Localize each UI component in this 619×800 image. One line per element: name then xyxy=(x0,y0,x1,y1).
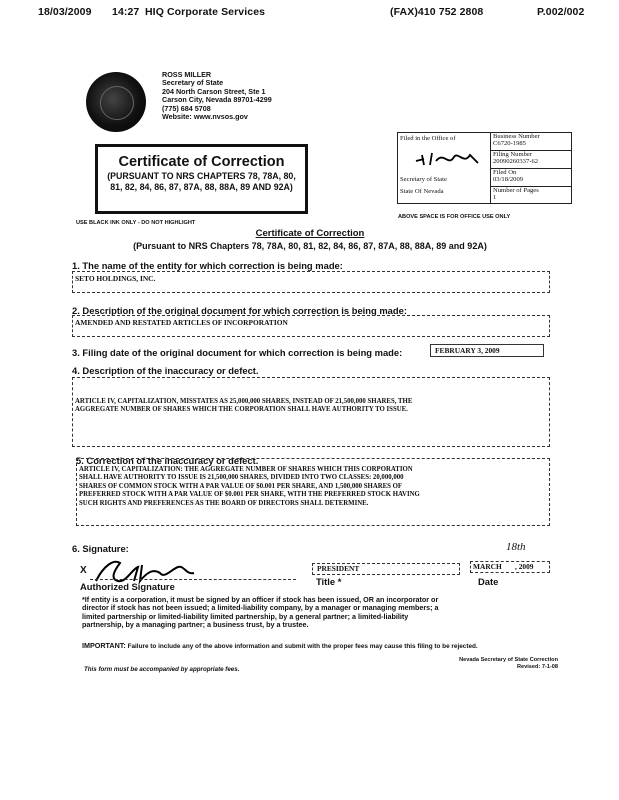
filing-info-box xyxy=(397,132,572,204)
ink-note: USE BLACK INK ONLY - DO NOT HIGHLIGHT xyxy=(76,220,196,226)
q4-answer-line-1: ARTICLE IV, CAPITALIZATION, MISSTATES AS 25,000,000 SHARES, INSTEAD OF 21,500,000 SHARES, THE xyxy=(75,398,413,405)
fax-sender: HIQ Corporate Services xyxy=(145,6,266,18)
signature-x: X xyxy=(80,565,87,576)
form-name: Nevada Secretary of State Correction xyxy=(459,657,558,663)
secretary-address-block xyxy=(162,71,272,121)
q2-field[interactable] xyxy=(72,315,550,337)
fax-time: 14:27 xyxy=(112,6,140,18)
q3-field[interactable] xyxy=(430,344,544,357)
q5-answer-line-4: PREFERRED STOCK WITH A PAR VALUE OF $0.001 PER SHARE, WITH THE PREFERRED STOCK HAVING xyxy=(79,491,420,499)
date-month: MARCH xyxy=(473,562,502,571)
business-number-cell xyxy=(491,133,571,151)
q4-label: 4. Description of the inaccuracy or defect. xyxy=(72,365,259,376)
date-field[interactable] xyxy=(470,561,550,573)
title-value: PRESIDENT xyxy=(317,564,360,573)
business-number-label: Business Number xyxy=(493,133,540,140)
q1-label: 1. The name of the entity for which correction is being made: xyxy=(72,260,343,271)
title-field[interactable] xyxy=(312,563,460,575)
pages-label: Number of Pages xyxy=(493,187,539,194)
signer-note-line-1: *If entity is a corporation, it must be signed by an officer if stock has been issued, OR an incorporator or xyxy=(82,595,439,604)
certificate-title: Certificate of Correction xyxy=(118,154,285,170)
form-revision xyxy=(440,657,558,670)
filing-number-cell xyxy=(491,151,571,169)
certificate-title-box xyxy=(95,144,308,214)
secretary-name: ROSS MILLER xyxy=(162,70,212,79)
secretary-of-state-label: Secretary of State xyxy=(400,176,447,183)
form-subheading: (Pursuant to NRS Chapters 78, 78A, 80, 81, 82, 84, 86, 87, 87A, 88, 88A, 89 and 92A) xyxy=(133,241,487,251)
secretary-phone: (775) 684 5708 xyxy=(162,103,211,113)
signer-instructions xyxy=(82,596,439,630)
filed-on-cell xyxy=(491,169,571,187)
q5-field[interactable] xyxy=(76,458,550,526)
q4-field[interactable] xyxy=(72,377,550,447)
date-label: Date xyxy=(478,576,499,587)
q2-label: 2. Description of the original document for which correction is being made: xyxy=(72,305,407,316)
pages-cell xyxy=(491,187,571,203)
filed-on-label: Filed On xyxy=(493,169,517,176)
important-text: Failure to include any of the above information and submit with the proper fees may cause this filing to be rejected. xyxy=(127,643,478,650)
q1-field[interactable] xyxy=(72,271,550,293)
signature-label: Authorized Signature xyxy=(80,581,175,592)
filing-number-value: 20090260337-62 xyxy=(493,158,539,166)
q5-answer-line-5: SUCH RIGHTS AND PREFERENCES AS THE BOARD OF DIRECTORS SHALL DETERMINE. xyxy=(79,499,369,507)
state-seal-icon xyxy=(86,72,146,132)
fax-date: 18/03/2009 xyxy=(38,6,92,18)
signer-note-line-4: partnership, by a managing partner; a business trust, by a trustee. xyxy=(82,620,309,630)
certificate-subtitle: (PURSUANT TO NRS CHAPTERS 78, 78A, 80, 81, 82, 84, 86, 87, 87A, 88, 88A, 89 AND 92A) xyxy=(107,171,296,192)
q5-answer-line-3: SHARES OF COMMON STOCK WITH A PAR VALUE OF $0.001 PER SHARE, AND 1,500,000 SHARES OF xyxy=(79,482,403,490)
form-revised: Revised: 7-1-08 xyxy=(516,663,558,670)
important-label: IMPORTANT: xyxy=(82,641,126,650)
q3-label: 3. Filing date of the original document for which correction is being made: xyxy=(72,347,403,358)
secretary-street: 204 North Carson Street, Ste 1 xyxy=(162,86,266,96)
q4-answer-line-2: AGGREGATE NUMBER OF SHARES WHICH THE CORPORATION SHALL HAVE AUTHORITY TO ISSUE. xyxy=(75,406,408,414)
secretary-website: Website: www.nvsos.gov xyxy=(162,112,248,122)
secretary-city: Carson City, Nevada 89701-4299 xyxy=(162,95,272,105)
important-note xyxy=(82,642,478,651)
signer-note-line-3: limited partnership or limited-liability limited partnership, by a general partner; a limited-liability xyxy=(82,611,409,621)
q1-answer: SETO HOLDINGS, INC. xyxy=(75,274,156,283)
filing-left-column xyxy=(398,133,491,203)
date-day-handwritten: 18th xyxy=(506,541,526,553)
q5-answer-line-1: ARTICLE IV, CAPITALIZATION: THE AGGREGATE NUMBER OF SHARES WHICH THIS CORPORATION xyxy=(79,466,413,473)
signer-note-line-2: director if stock has not been issued; a limited-liability company, by a manager or managing members; a xyxy=(82,603,439,613)
state-label: State Of Nevada xyxy=(400,188,444,195)
q2-answer: AMENDED AND RESTATED ARTICLES OF INCORPORATION xyxy=(75,318,288,327)
secretary-title: Secretary of State xyxy=(162,78,224,88)
filed-on-value: 03/18/2009 xyxy=(493,176,524,184)
filing-number-label: Filing Number xyxy=(493,151,533,158)
office-use-note: ABOVE SPACE IS FOR OFFICE USE ONLY xyxy=(398,214,511,220)
fax-page: P.002/002 xyxy=(537,6,585,18)
form-heading: Certificate of Correction xyxy=(255,228,365,239)
filing-signature-icon xyxy=(414,147,482,169)
title-label: Title * xyxy=(316,576,342,587)
fees-note: This form must be accompanied by appropriate fees. xyxy=(84,666,240,673)
fax-number: (FAX)410 752 2808 xyxy=(390,6,484,18)
date-year: , 2009 xyxy=(515,562,534,571)
q3-answer: FEBRUARY 3, 2009 xyxy=(435,346,500,355)
q6-label: 6. Signature: xyxy=(72,543,129,554)
business-number-value: C6720-1985 xyxy=(493,140,526,148)
filed-in-label: Filed in the Office of xyxy=(400,135,456,142)
signature-line xyxy=(90,579,296,580)
q5-answer-line-2: SHALL HAVE AUTHORITY TO ISSUE IS 21,500,000 SHARES, DIVIDED INTO TWO CLASSES: 20,000,000 xyxy=(79,474,404,482)
pages-value: 1 xyxy=(493,194,497,202)
q5-label: 5. Correction of the inaccuracy or defect. xyxy=(76,455,259,466)
